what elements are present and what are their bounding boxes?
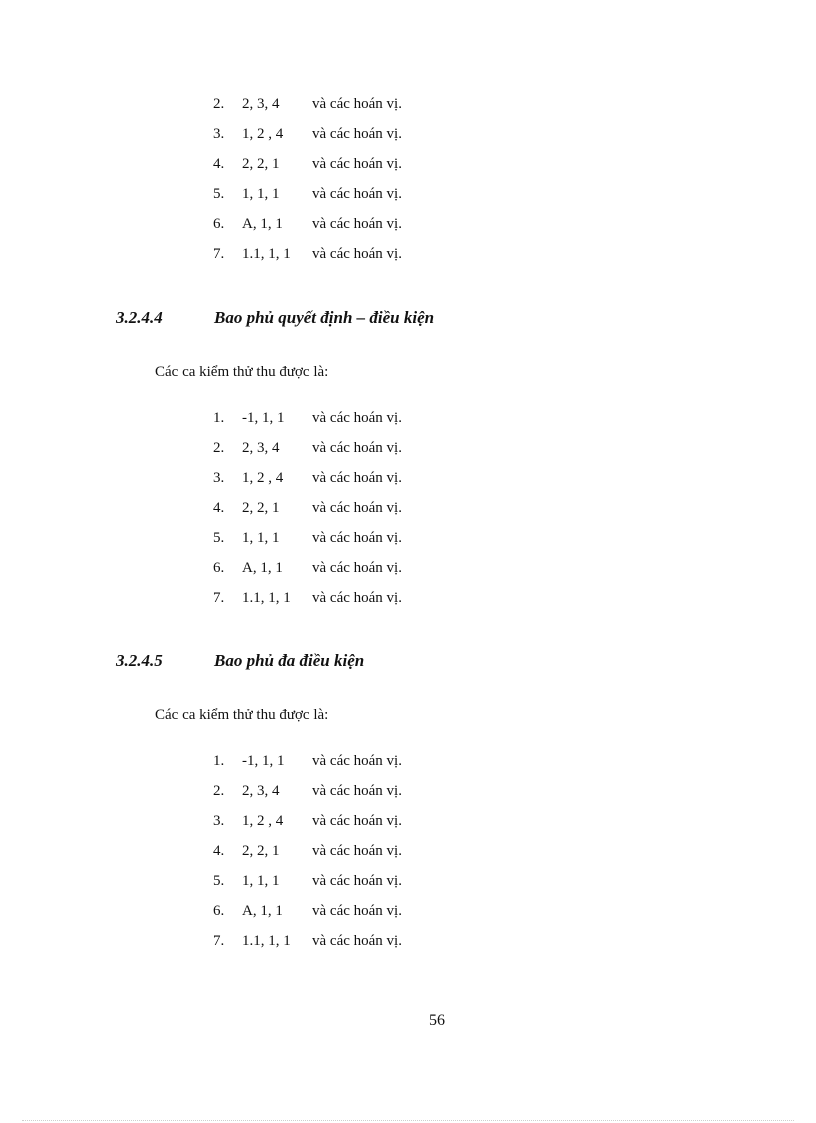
list-item-value: -1, 1, 1 [242,409,285,426]
list-item-value: 2, 3, 4 [242,95,280,112]
list-item [213,523,402,553]
list-item [213,149,402,179]
list-item-suffix: và các hoán vị. [312,125,402,142]
list-item-value: 1, 2 , 4 [242,812,284,829]
list-item [213,463,402,493]
list-item-suffix: và các hoán vị. [312,842,402,859]
list-item-value: 2, 2, 1 [242,842,280,859]
list-item [213,836,402,866]
list-item [213,89,402,119]
list-item-suffix: và các hoán vị. [312,752,402,769]
list-item-value: 1, 2 , 4 [242,125,284,142]
list-item-number: 6. [213,902,225,919]
list-item-value: -1, 1, 1 [242,752,285,769]
list-item [213,926,402,956]
list-item-suffix: và các hoán vị. [312,439,402,456]
list-item-suffix: và các hoán vị. [312,95,402,112]
list-item-value: A, 1, 1 [242,902,283,919]
list-item-number: 2. [213,95,225,112]
list-item-value: 1, 1, 1 [242,872,280,889]
list-item-suffix: và các hoán vị. [312,902,402,919]
list-item-number: 2. [213,439,225,456]
list-item-number: 7. [213,932,225,949]
list-item [213,583,402,613]
list-item-suffix: và các hoán vị. [312,782,402,799]
section-title: Bao phủ đa điều kiện [214,651,365,670]
list-item [213,896,402,926]
list-item [213,239,402,269]
list-item-number: 7. [213,589,225,606]
list-item-number: 2. [213,782,225,799]
list-item-suffix: và các hoán vị. [312,499,402,516]
list-item [213,493,402,523]
list-item-suffix: và các hoán vị. [312,185,402,202]
list-item-suffix: và các hoán vị. [312,215,402,232]
list-item-suffix: và các hoán vị. [312,409,402,426]
list-item-suffix: và các hoán vị. [312,529,402,546]
section-intro: Các ca kiểm thử thu được là: [155,707,329,723]
list-item [213,746,402,776]
list-item [213,866,402,896]
section-number: 3.2.4.4 [116,308,163,327]
list-item-value: 1, 1, 1 [242,185,280,202]
list-item-number: 6. [213,559,225,576]
test-case-list-3-2-4-4 [213,403,402,613]
list-item [213,179,402,209]
test-case-list-top [213,89,402,269]
list-item-number: 7. [213,245,225,262]
list-item-value: 1, 2 , 4 [242,469,284,486]
list-item-suffix: và các hoán vị. [312,589,402,606]
list-item-suffix: và các hoán vị. [312,245,402,262]
list-item-number: 4. [213,842,225,859]
list-item-suffix: và các hoán vị. [312,155,402,172]
list-item-suffix: và các hoán vị. [312,469,402,486]
page-bottom-border [22,1120,794,1121]
list-item-value: A, 1, 1 [242,215,283,232]
list-item-suffix: và các hoán vị. [312,812,402,829]
list-item-number: 6. [213,215,225,232]
list-item-suffix: và các hoán vị. [312,559,402,576]
section-intro: Các ca kiểm thử thu được là: [155,364,329,380]
list-item-value: 2, 2, 1 [242,155,280,172]
list-item [213,553,402,583]
list-item [213,776,402,806]
list-item-number: 5. [213,872,225,889]
list-item-number: 4. [213,155,225,172]
section-title: Bao phủ quyết định – điều kiện [214,308,435,327]
list-item [213,403,402,433]
section-number: 3.2.4.5 [116,651,163,670]
list-item-value: 1.1, 1, 1 [242,589,291,606]
list-item-value: 1, 1, 1 [242,529,280,546]
section-heading-3-2-4-4 [116,308,434,328]
section-heading-3-2-4-5 [116,651,364,671]
test-case-list-3-2-4-5 [213,746,402,956]
list-item-value: 1.1, 1, 1 [242,932,291,949]
list-item-number: 5. [213,185,225,202]
list-item-number: 1. [213,409,225,426]
list-item-value: 1.1, 1, 1 [242,245,291,262]
list-item-value: 2, 3, 4 [242,782,280,799]
list-item [213,209,402,239]
list-item [213,119,402,149]
list-item-value: 2, 2, 1 [242,499,280,516]
page-number: 56 [429,1012,445,1029]
list-item [213,806,402,836]
list-item-number: 3. [213,469,225,486]
list-item-number: 3. [213,812,225,829]
list-item-number: 3. [213,125,225,142]
list-item-number: 4. [213,499,225,516]
list-item-suffix: và các hoán vị. [312,932,402,949]
list-item-value: 2, 3, 4 [242,439,280,456]
list-item [213,433,402,463]
list-item-value: A, 1, 1 [242,559,283,576]
list-item-suffix: và các hoán vị. [312,872,402,889]
list-item-number: 1. [213,752,225,769]
list-item-number: 5. [213,529,225,546]
